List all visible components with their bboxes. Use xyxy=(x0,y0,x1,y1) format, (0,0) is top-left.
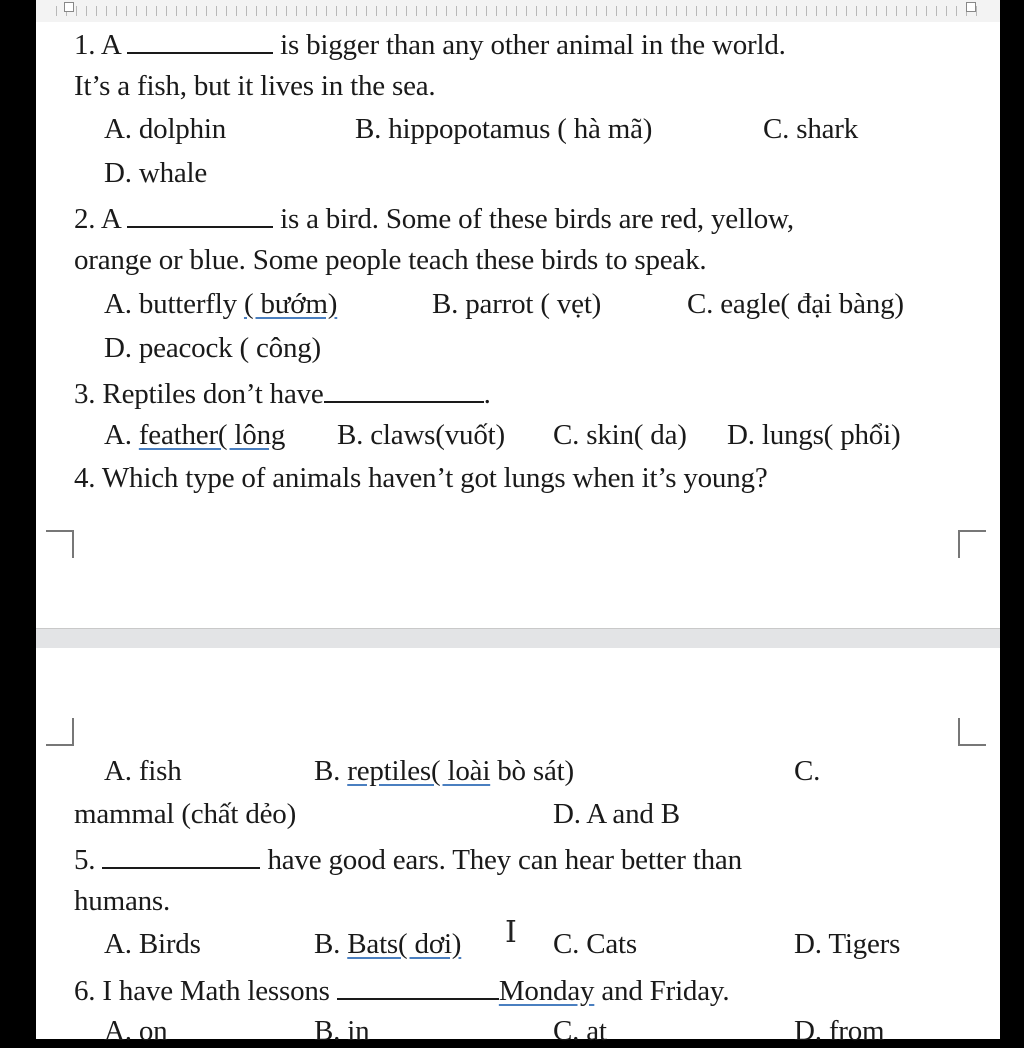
option-d: D. from xyxy=(794,1015,885,1047)
answer-blank xyxy=(337,972,499,1000)
option-a: A. butterfly ( bướm) xyxy=(104,288,338,320)
answer-blank xyxy=(127,26,273,54)
option-c: C. Cats xyxy=(553,928,637,960)
margin-corner-mark xyxy=(958,530,986,558)
margin-corner-mark xyxy=(958,718,986,746)
question-6: 6. I have Math lessons Monday and Friday. xyxy=(74,972,729,1008)
option-a: A. on xyxy=(104,1015,168,1047)
question-4: 4. Which type of animals haven’t got lungs when it’s young? xyxy=(74,462,768,494)
option-c-continued: mammal (chất dẻo) xyxy=(74,798,297,830)
question-5: 5. have good ears. They can hear better than xyxy=(74,841,742,877)
question-number: 5. xyxy=(74,844,96,876)
question-5-line-2: humans. xyxy=(74,885,171,917)
option-d: D. A and B xyxy=(553,798,680,830)
answer-blank xyxy=(324,375,484,403)
option-c: C. skin( da) xyxy=(553,419,687,451)
option-b: B. Bats( dơi) xyxy=(314,928,462,960)
option-b: B. hippopotamus ( hà mã) xyxy=(355,113,653,145)
option-d: D. lungs( phổi) xyxy=(727,419,901,451)
question-3: 3. Reptiles don’t have . xyxy=(74,375,491,411)
question-number: 4. xyxy=(74,462,96,494)
option-c: C. xyxy=(794,755,821,787)
option-a: A. Birds xyxy=(104,928,201,960)
margin-corner-mark xyxy=(46,718,74,746)
right-indent-marker[interactable] xyxy=(966,2,976,12)
option-b: B. parrot ( vẹt) xyxy=(432,288,602,320)
option-a: A. feather( lông xyxy=(104,419,286,451)
answer-blank xyxy=(127,200,273,228)
option-b: B. in xyxy=(314,1015,370,1047)
option-a: A. fish xyxy=(104,755,182,787)
option-a: A. dolphin xyxy=(104,113,227,145)
option-c: C. at xyxy=(553,1015,607,1047)
question-2: 2. A is a bird. Some of these birds are red, yellow, xyxy=(74,200,794,236)
option-d: D. Tigers xyxy=(794,928,901,960)
text-cursor-icon: I xyxy=(505,915,517,950)
question-1: 1. A is bigger than any other animal in the world. xyxy=(74,26,786,62)
horizontal-ruler[interactable] xyxy=(36,0,1000,23)
question-number: 6. xyxy=(74,975,96,1007)
option-b: B. reptiles( loài bò sát) xyxy=(314,755,574,787)
question-1-line-2: It’s a fish, but it lives in the sea. xyxy=(74,70,436,102)
question-number: 1. xyxy=(74,29,96,61)
ruler-ticks xyxy=(56,6,980,16)
option-c: C. eagle( đại bàng) xyxy=(687,288,904,320)
option-d: D. peacock ( công) xyxy=(104,332,322,364)
margin-corner-mark xyxy=(46,530,74,558)
page-break-gap xyxy=(36,628,1000,650)
question-2-line-2: orange or blue. Some people teach these birds to speak. xyxy=(74,244,707,276)
option-b: B. claws(vuốt) xyxy=(337,419,505,451)
option-d: D. whale xyxy=(104,157,208,189)
left-indent-marker[interactable] xyxy=(64,2,74,12)
answer-blank xyxy=(102,841,260,869)
question-number: 2. xyxy=(74,203,96,235)
option-c: C. shark xyxy=(763,113,859,145)
question-number: 3. xyxy=(74,378,96,410)
